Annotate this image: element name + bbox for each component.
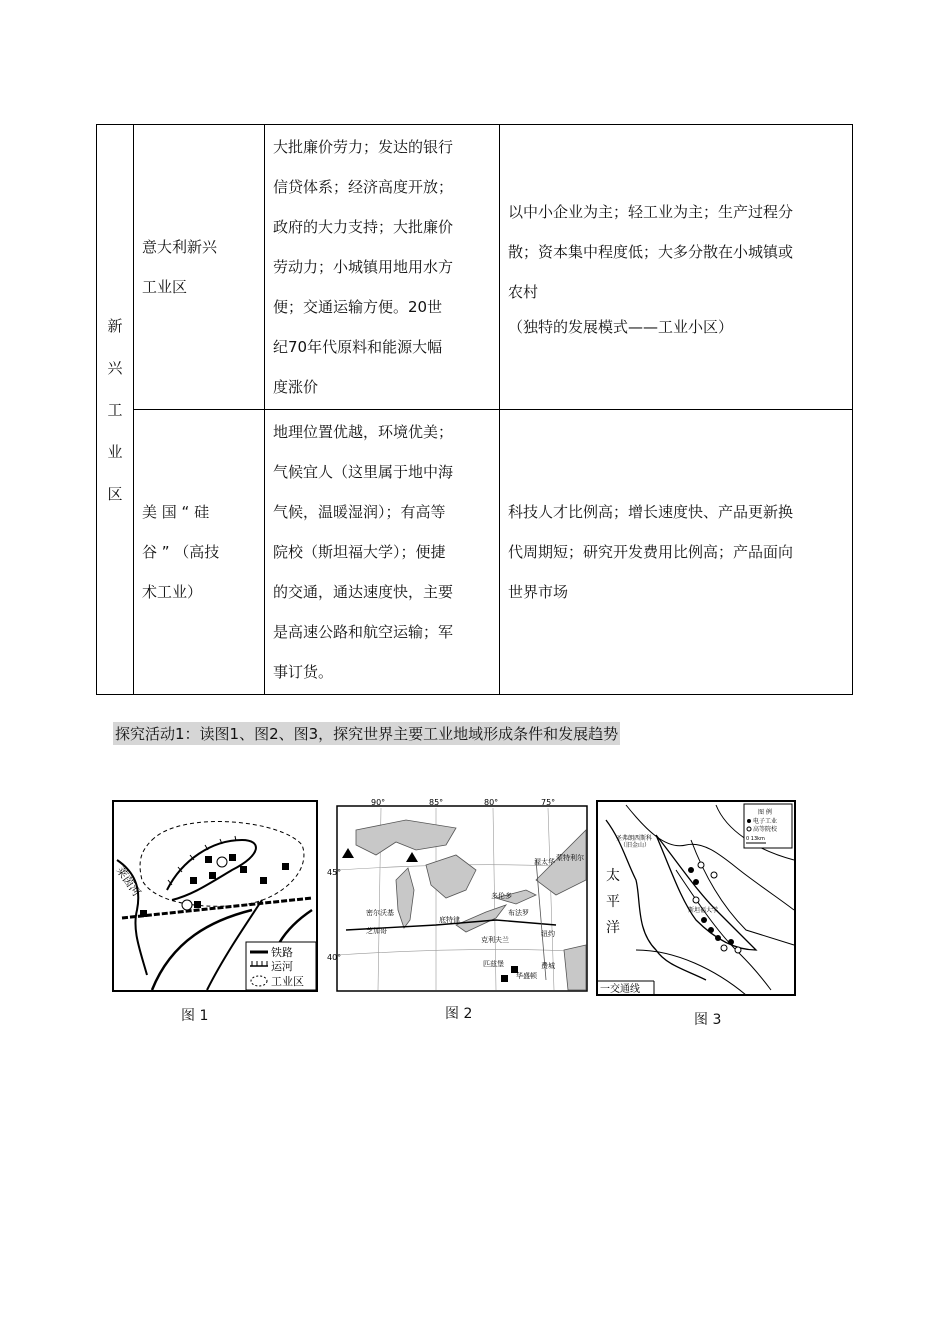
legend-title: 图 例 bbox=[758, 809, 772, 816]
factory-marker bbox=[209, 872, 216, 879]
category-char: 新 bbox=[107, 316, 123, 335]
factory-marker bbox=[205, 856, 212, 863]
factory-marker bbox=[501, 975, 508, 982]
lat-label: 40° bbox=[327, 953, 342, 962]
legend-industrial-zone: 工业区 bbox=[271, 975, 304, 988]
legend-railway: 铁路 bbox=[271, 946, 293, 959]
lon-label: 75° bbox=[541, 798, 556, 807]
figure-1-ruhr-map bbox=[112, 800, 318, 992]
conditions-italy: 大批廉价劳力；发达的银行 信贷体系；经济高度开放； 政府的大力支持；大批廉价 劳动力；小城镇用地用水方 便；交通运输方便。20世 纪70年代原料和能源大幅 度涨价 bbox=[265, 125, 500, 410]
category-char: 业 bbox=[107, 442, 123, 461]
electronics-marker bbox=[693, 879, 699, 885]
place-label: 纽约 bbox=[541, 930, 555, 938]
conditions-silicon-valley: 地理位置优越，环境优美； 气候宜人（这里属于地中海 气候，温暖湿润）；有高等 院校（斯坦福大学）；便捷 的交通，通达速度快，主要 是高速公路和航空运输；军 事订货。 bbox=[265, 410, 500, 695]
place-label: 布法罗 bbox=[508, 909, 529, 917]
factory-marker bbox=[240, 866, 247, 873]
features-italy: 以中小企业为主；轻工业为主；生产过程分 散；资本集中程度低；大多分散在小城镇或 农村 （独特的发展模式——工业小区） bbox=[500, 125, 853, 410]
factory-marker bbox=[140, 910, 147, 917]
category-char: 区 bbox=[107, 484, 123, 503]
electronics-marker bbox=[708, 927, 714, 933]
figure-3-caption: 图 3 bbox=[694, 1012, 722, 1028]
place-label: 蒙特利尔 bbox=[556, 854, 584, 862]
figure-1-caption: 图 1 bbox=[181, 1008, 209, 1024]
legend-canal: 运河 bbox=[271, 960, 293, 973]
university-marker bbox=[693, 897, 699, 903]
category-char: 工 bbox=[107, 400, 123, 419]
activity-prompt: 探究活动1：读图1、图2、图3，探究世界主要工业地域形成条件和发展趋势 bbox=[113, 722, 620, 745]
lon-label: 80° bbox=[484, 798, 499, 807]
electronics-marker bbox=[715, 935, 721, 941]
category-cell bbox=[97, 125, 134, 695]
lon-label: 85° bbox=[429, 798, 444, 807]
place-label: 密尔沃基 bbox=[366, 909, 394, 917]
legend-university: 高等院校 bbox=[753, 826, 778, 833]
place-label: 底特律 bbox=[439, 916, 460, 924]
place-label: 华盛顿 bbox=[516, 972, 537, 980]
region-name-italy: 意大利新兴 工业区 bbox=[134, 125, 265, 410]
stanford-label: 斯坦福大学 bbox=[688, 907, 719, 914]
factory-marker bbox=[190, 877, 197, 884]
university-marker bbox=[711, 872, 717, 878]
figure-3-silicon-valley-map bbox=[596, 800, 796, 996]
scale-label: 0 13km bbox=[746, 836, 765, 842]
place-label: 多伦多 bbox=[491, 892, 512, 900]
sf-label: 圣弗朗西斯科 bbox=[616, 835, 653, 842]
region-name-silicon-valley: 美 国 “ 硅 谷 ” （高技 术工业） bbox=[134, 410, 265, 695]
sf-label-alt: （旧金山） bbox=[620, 842, 651, 849]
industrial-region-table bbox=[96, 124, 853, 695]
place-label: 芝加哥 bbox=[366, 927, 387, 935]
university-marker bbox=[735, 947, 741, 953]
city-marker bbox=[182, 900, 192, 910]
figure-2-great-lakes-map bbox=[327, 798, 588, 992]
electronics-marker bbox=[728, 939, 734, 945]
electronics-marker bbox=[701, 917, 707, 923]
features-note: （独特的发展模式——工业小区） bbox=[508, 318, 734, 336]
category-char: 兴 bbox=[107, 358, 123, 377]
university-marker bbox=[698, 862, 704, 868]
ocean-label: 平 bbox=[606, 894, 620, 910]
lon-label: 90° bbox=[371, 798, 386, 807]
factory-marker bbox=[260, 877, 267, 884]
city-marker bbox=[217, 857, 227, 867]
university-marker bbox=[721, 945, 727, 951]
place-label: 费城 bbox=[541, 962, 555, 970]
features-silicon-valley: 科技人才比例高；增长速度快、产品更新换 代周期短；研究开发费用比例高；产品面向 世界市场 bbox=[500, 410, 853, 695]
river-label: 莱茵河 bbox=[113, 864, 144, 899]
place-label: 克利夫兰 bbox=[481, 936, 509, 944]
ocean-label: 太 bbox=[606, 868, 620, 884]
ocean-label: 洋 bbox=[606, 920, 620, 936]
traffic-legend: 一交通线 bbox=[600, 984, 640, 995]
atlantic bbox=[564, 945, 586, 990]
legend-electronics: 电子工业 bbox=[753, 818, 778, 825]
figure-2-caption: 图 2 bbox=[445, 1006, 473, 1022]
factory-marker bbox=[194, 901, 201, 908]
factory-marker bbox=[282, 863, 289, 870]
electronics-marker bbox=[688, 867, 694, 873]
place-label: 渥太华 bbox=[534, 858, 555, 866]
factory-marker bbox=[229, 854, 236, 861]
place-label: 匹兹堡 bbox=[483, 960, 504, 968]
lat-label: 45° bbox=[327, 868, 342, 877]
